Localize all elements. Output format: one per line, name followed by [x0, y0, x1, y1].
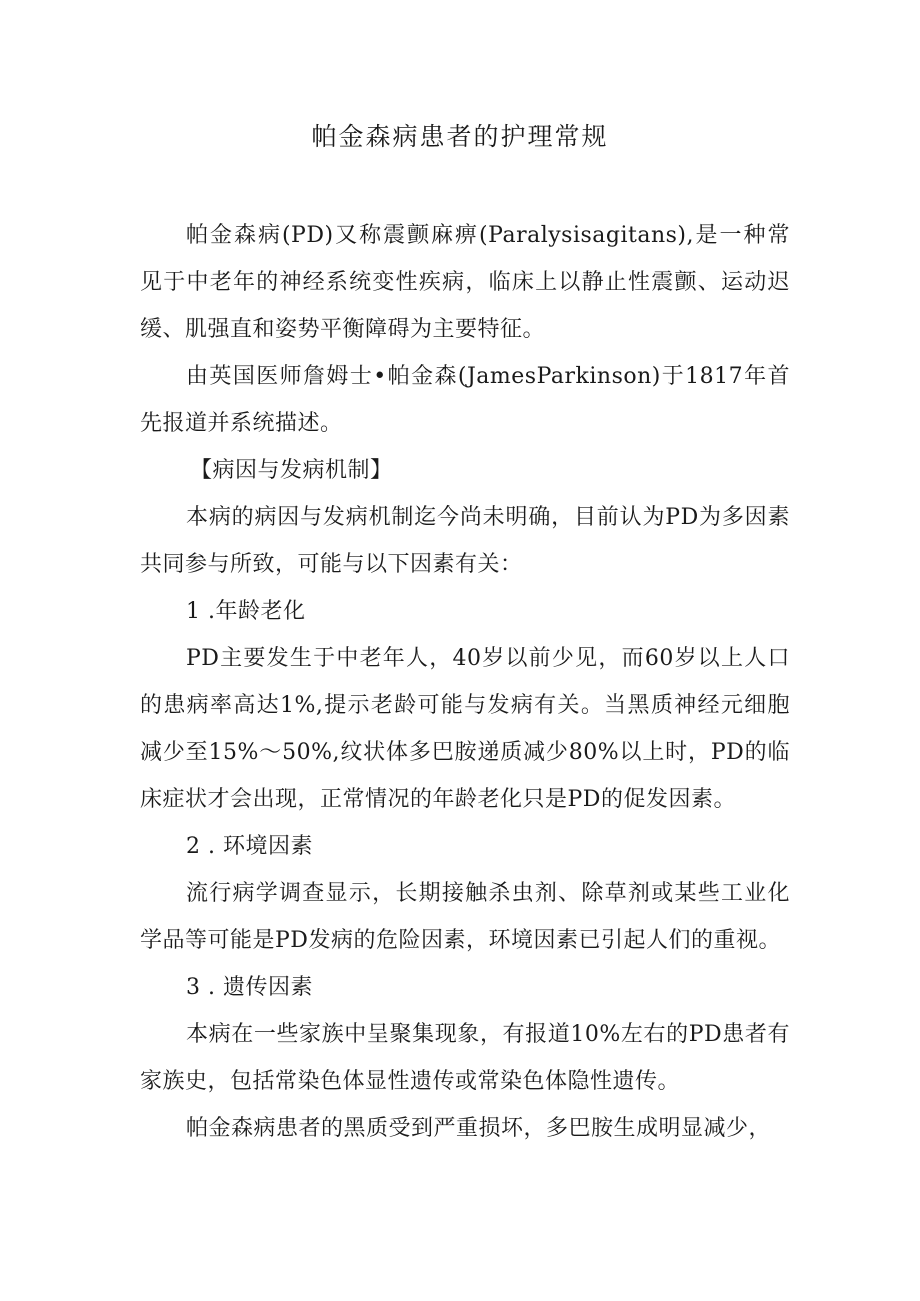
document-title: 帕金森病患者的护理常规 [311, 122, 609, 151]
item-text-environment: 流行病学调查显示，长期接触杀虫剂、除草剂或某些工业化学品等可能是PD发病的危险因素，环境因素已引起人们的重视。 [140, 881, 790, 953]
item-heading-aging: 1 .年龄老化 [186, 599, 306, 624]
item-text-genetics: 本病在一些家族中呈聚集现象，有报道10%左右的PD患者有家族史，包括常染色体显性遗传或常染色体隐性遗传。 [140, 1022, 790, 1094]
paragraph-definition: 帕金森病(PD)又称震颤麻痹(Paralysisagitans),是一种常见于中老年的神经系统变性疾病，临床上以静止性震颤、运动迟缓、肌强直和姿势平衡障碍为主要特征。 [140, 223, 790, 342]
document-body [140, 212, 790, 1152]
section-heading-etiology: 【病因与发病机制】 [190, 458, 393, 483]
item-text-aging: PD主要发生于中老年人，40岁以前少见，而60岁以上人口的患病率高达1%,提示老龄可能与发病有关。当黑质神经元细胞减少至15%～50%,纹状体多巴胺递质减少80%以上时，PD的临床症状才会出现，正常情况的年龄老化只是PD的促发因素。 [140, 646, 790, 812]
item-heading-environment: 2 . 环境因素 [186, 834, 313, 859]
paragraph-history: 由英国医师詹姆士•帕金森(JamesParkinson)于1817年首先报道并系统描述。 [140, 364, 790, 436]
paragraph-etiology-intro: 本病的病因与发病机制迄今尚未明确，目前认为PD为多因素共同参与所致，可能与以下因素有关： [140, 505, 790, 577]
item-heading-genetics: 3 . 遗传因素 [186, 975, 313, 1000]
paragraph-closing: 帕金森病患者的黑质受到严重损坏，多巴胺生成明显减少， [186, 1116, 772, 1141]
